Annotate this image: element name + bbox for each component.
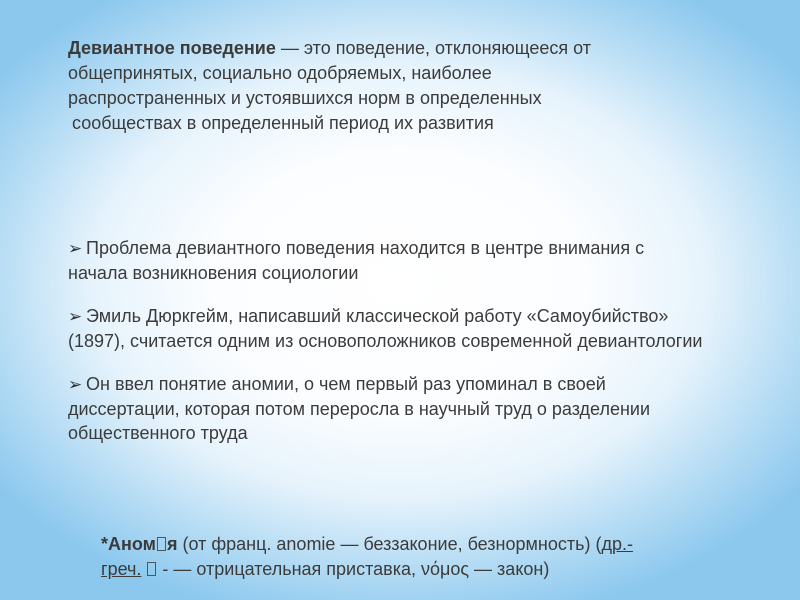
footnote-term-end: я: [166, 534, 178, 554]
footnote-link-greek-1[interactable]: др.-: [601, 534, 633, 554]
bullet-item-1-line-2: начала возникновения социологии: [68, 263, 359, 283]
footnote-middle: (от франц. anomie — беззаконие, безнормность) (: [177, 534, 602, 554]
missing-glyph-icon: [147, 562, 156, 576]
bullet-item-2-line-1: [68, 304, 778, 329]
bullet-item-2-text-1: Эмиль Дюркгейм, написавший классической работу «Самоубийство»: [86, 306, 669, 326]
footnote-term-start: *Аном: [101, 534, 156, 554]
arrow-bullet-icon: ➢: [68, 239, 83, 258]
definition-paragraph: [68, 36, 748, 136]
bullet-item-2-line-2: (1897), считается одним из основоположников современной девиантологии: [68, 331, 703, 351]
missing-glyph-icon: [157, 537, 166, 551]
bullet-item-3-line-3: общественного труда: [68, 423, 248, 443]
definition-line-2: общепринятых, социально одобряемых, наиболее: [68, 63, 492, 83]
bullet-item-3: [68, 372, 778, 445]
bullet-list: [68, 236, 778, 464]
bullet-item-1-text-1: Проблема девиантного поведения находится в центре внимания с: [86, 238, 645, 258]
bullet-item-1-line-1: [68, 236, 778, 261]
bullet-item-3-text-1: Он ввел понятие аномии, о чем первый раз упоминал в своей: [86, 374, 606, 394]
footnote-end: - — отрицательная приставка, νόμος — закон): [157, 559, 550, 579]
footnote: [101, 532, 721, 582]
bullet-item-3-line-1: [68, 372, 778, 397]
footnote-line-1: [101, 532, 721, 557]
definition-line-1: [68, 36, 748, 61]
bullet-item-2: [68, 304, 778, 353]
footnote-line-2: [101, 557, 721, 582]
footnote-after-link: [141, 559, 146, 579]
definition-term: Девиантное поведение: [68, 38, 276, 58]
bullet-item-1: [68, 236, 778, 285]
bullet-item-3-line-2: диссертации, которая потом переросла в научный труд о разделении: [68, 399, 651, 419]
definition-line-1-rest: — это поведение, отклоняющееся от: [275, 38, 592, 58]
footnote-term: [101, 534, 177, 554]
footnote-link-greek-2[interactable]: греч.: [101, 559, 142, 579]
arrow-bullet-icon: ➢: [68, 375, 83, 394]
definition-line-3: распространенных и устоявшихся норм в определенных: [68, 88, 542, 108]
arrow-bullet-icon: ➢: [68, 307, 83, 326]
definition-line-4: сообществах в определенный период их развития: [72, 113, 494, 133]
